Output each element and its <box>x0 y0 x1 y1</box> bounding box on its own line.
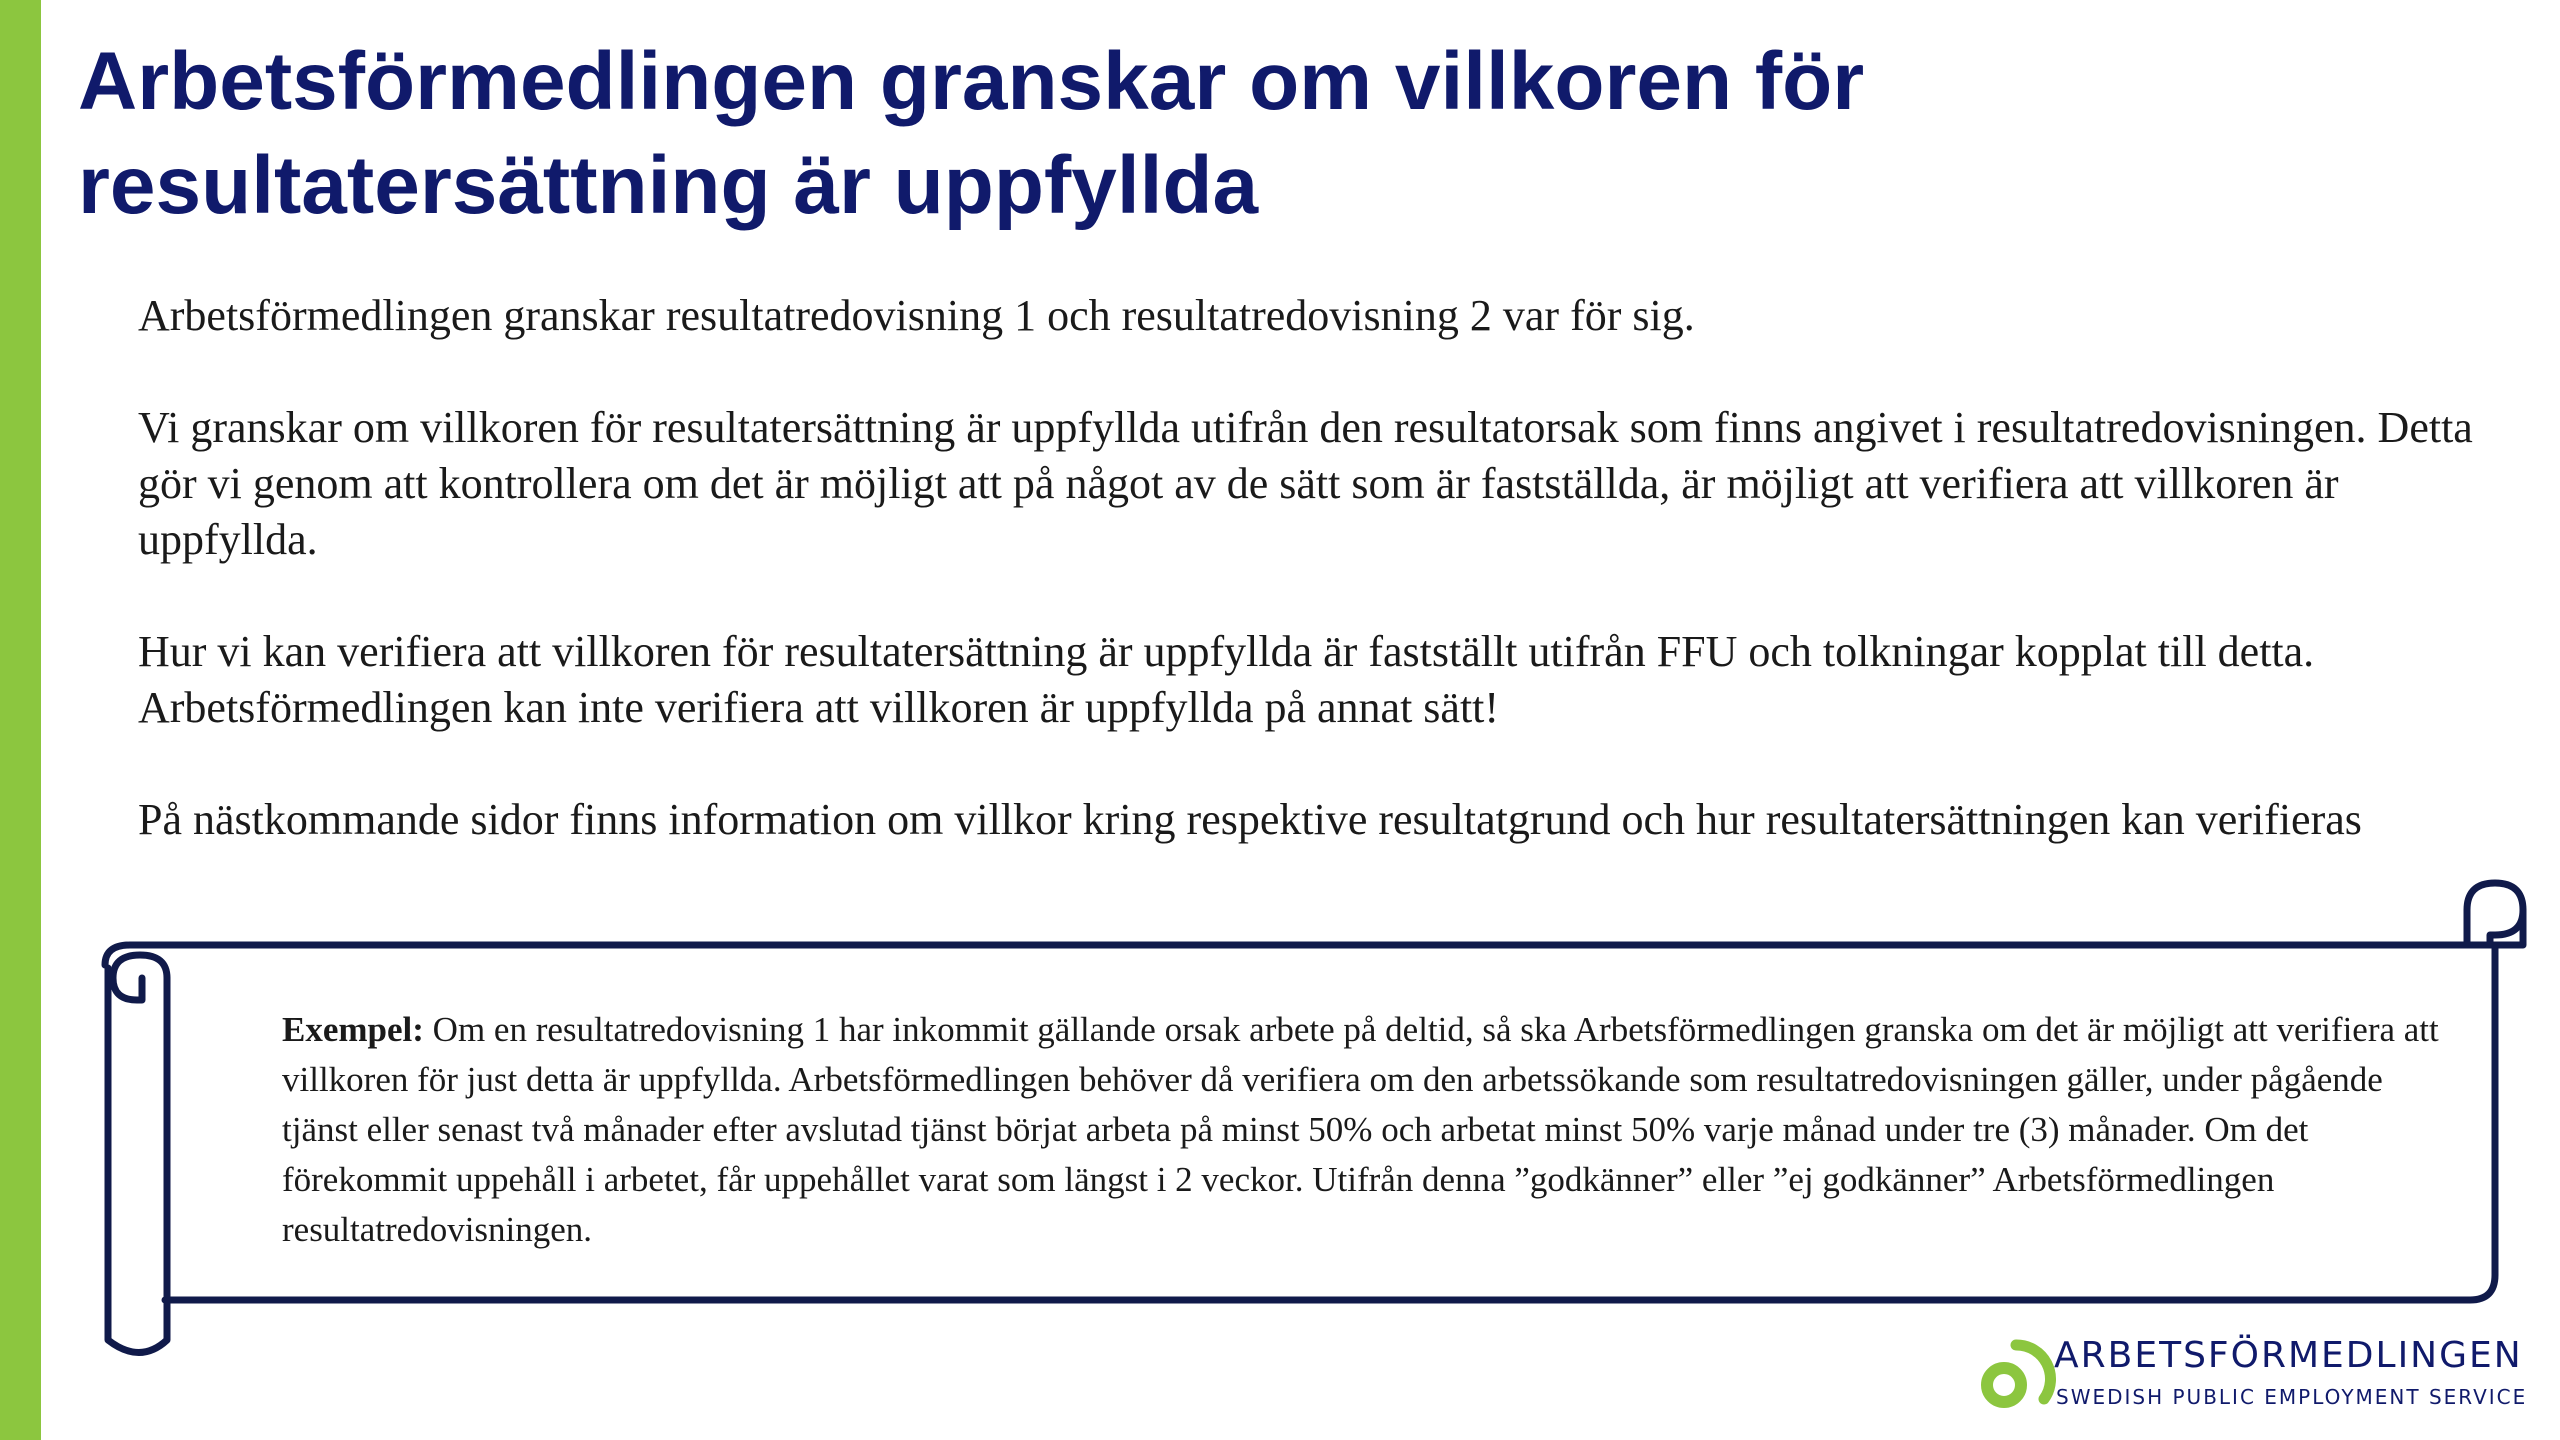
logo-name: ARBETSFÖRMEDLINGEN <box>2054 1335 2523 1376</box>
paragraph-3: Hur vi kan verifiera att villkoren för resultatersättning är uppfyllda är fastställt utifrån FFU och tolkningar kopplat till detta. Arbetsförmedlingen kan inte verifiera att villkoren är uppfyllda på annat sätt! <box>138 627 2315 732</box>
slide-title: Arbetsförmedlingen granskar om villkoren för resultatersättning är uppfyllda <box>78 36 1865 231</box>
paragraph-2: Vi granskar om villkoren för resultatersättning är uppfyllda utifrån den resultatorsak som finns angivet i resultatredovisningen. Detta gör vi genom att kontrollera om det är möjligt att på något av de sätt som är fastställda, är möjligt att verifiera att villkoren är uppfyllda. <box>138 403 2473 564</box>
example-box <box>282 1005 2462 1255</box>
paragraph-4: På nästkommande sidor finns information om villkor kring respektive resultatgrund och hur resultatersättningen kan verifieras <box>138 795 2362 844</box>
arbetsformedlingen-logo-icon <box>1978 1337 2058 1417</box>
example-text: Om en resultatredovisning 1 har inkommit gällande orsak arbete på deltid, så ska Arbetsförmedlingen granska om det är möjligt att verifiera att villkoren för just detta är uppfyllda. Arbetsförmedlingen behöver då verifiera om den arbetssökande som resultatredovisningen gäller, under pågående tjänst eller senast två månader efter avslutad tjänst börjat arbeta på minst 50% och arbetat minst 50% varje månad under tre (3) månader. Om det förekommit uppehåll i arbetet, får uppehållet varat som längst i 2 veckor. Utifrån denna ”godkänner” eller ”ej godkänner” Arbetsförmedlingen resultatredovisningen. <box>282 1010 2439 1249</box>
paragraph-1: Arbetsförmedlingen granskar resultatredovisning 1 och resultatredovisning 2 var för sig. <box>138 291 1695 340</box>
example-label: Exempel: <box>282 1010 424 1049</box>
logo-tagline: SWEDISH PUBLIC EMPLOYMENT SERVICE <box>2056 1385 2528 1409</box>
arbetsformedlingen-logo <box>1978 1337 2538 1417</box>
